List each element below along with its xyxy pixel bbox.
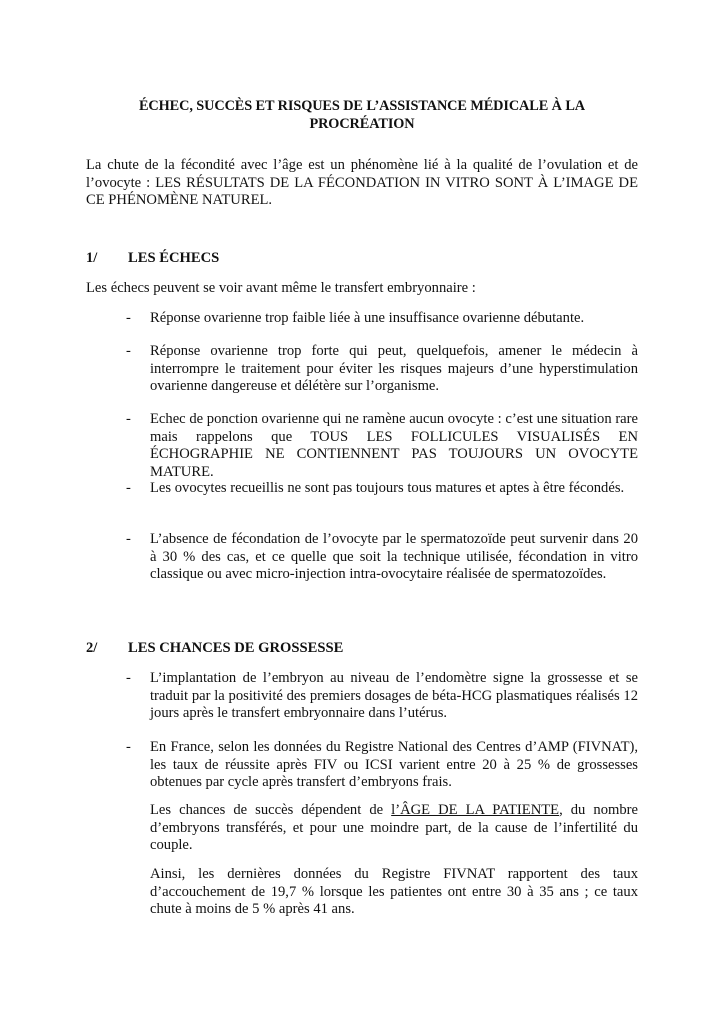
section-heading-chances: [86, 640, 343, 658]
bullet-dash: -: [126, 310, 131, 326]
bullet-dash: -: [126, 343, 131, 359]
list-item-text: Echec de ponction ovarienne qui ne ramène aucun ovocyte : c’est une situation rare mais rappelons que TOUS LES FOLLICULES VISUALISÉS EN ÉCHOGRAPHIE NE CONTIENNENT PAS TOUJOURS UN OVOCYTE MATURE.: [150, 411, 638, 480]
chances-text-before: Les chances de succès dépendent de: [150, 802, 392, 818]
list-item: [126, 310, 638, 328]
list-item: [126, 411, 638, 481]
section-lead: Les échecs peuvent se voir avant même le transfert embryonnaire :: [86, 280, 476, 296]
document-title: ÉCHEC, SUCCÈS ET RISQUES DE L’ASSISTANCE MÉDICALE À LA PROCRÉATION: [138, 98, 585, 132]
list-item: [126, 480, 638, 498]
bullet-dash: -: [126, 480, 131, 496]
list-item: [126, 343, 638, 396]
bullet-dash: -: [126, 411, 131, 427]
list-item: [126, 739, 638, 792]
section-number: 1/: [86, 250, 98, 266]
list-item: [126, 531, 638, 584]
bullet-dash: -: [126, 531, 131, 547]
section-heading-echecs: [86, 250, 219, 268]
patient-age-emphasis: l’ÂGE DE LA PATIENTE: [391, 802, 560, 818]
bullet-dash: -: [126, 670, 131, 686]
chances-paragraph: [150, 802, 638, 855]
list-item-text: Les ovocytes recueillis ne sont pas toujours tous matures et aptes à être fécondés.: [150, 480, 625, 496]
list-item: [126, 670, 638, 723]
fivnat-paragraph: Ainsi, les dernières données du Registre FIVNAT rapportent des taux d’accouchement de 19,7 % lorsque les patientes ont entre 30 à 35 ans ; ce taux chute à moins de 5 % après 41 ans.: [150, 866, 638, 918]
section-number: 2/: [86, 640, 98, 656]
list-item-text: En France, selon les données du Registre National des Centres d’AMP (FIVNAT), les taux de réussite après FIV ou ICSI varient entre 20 à 25 % de grossesses obtenues par cycle après transfert d’embryons frais.: [150, 739, 638, 791]
list-item-text: Réponse ovarienne trop forte qui peut, quelquefois, amener le médecin à interrompre le traitement pour éviter les risques majeurs d’une hyperstimulation ovarienne dangereuse et délétère sur l’organisme.: [150, 343, 638, 395]
list-item-text: L’absence de fécondation de l’ovocyte par le spermatozoïde peut survenir dans 20 à 30 % des cas, et ce quelle que soit la technique utilisée, fécondation in vitro classique ou avec micro-injection intra-ovocytaire réalisée de spermatozoïdes.: [150, 531, 638, 583]
bullet-dash: -: [126, 739, 131, 755]
section-title: LES CHANCES DE GROSSESSE: [128, 640, 344, 656]
list-item-text: Réponse ovarienne trop faible liée à une insuffisance ovarienne débutante.: [150, 310, 585, 326]
list-item-text: L’implantation de l’embryon au niveau de l’endomètre signe la grossesse et se traduit par la positivité des premiers dosages de béta-HCG plasmatiques réalisés 12 jours après le transfert embryonnaire dans l’utérus.: [150, 670, 638, 722]
chances-text-after: , du nombre d’embryons transférés, et pour une moindre part, de la cause de l’infertilité du couple.: [150, 802, 638, 854]
section-title: LES ÉCHECS: [128, 250, 220, 266]
intro-paragraph: La chute de la fécondité avec l’âge est un phénomène lié à la qualité de l’ovulation et de l’ovocyte : LES RÉSULTATS DE LA FÉCONDATION IN VITRO SONT À L’IMAGE DE CE PHÉNOMÈNE NATUREL.: [86, 157, 638, 209]
